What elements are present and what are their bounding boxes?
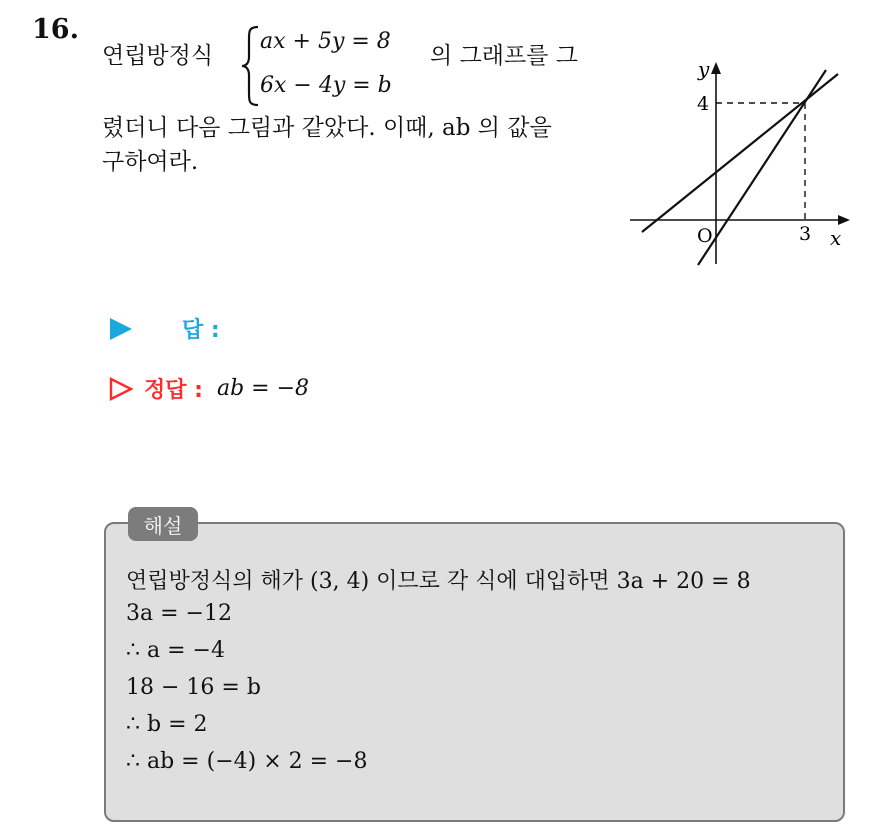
correct-answer-label: 정답 : — [144, 378, 203, 403]
answer-row — [108, 313, 220, 344]
solution-line: ∴ a = −4 — [126, 638, 225, 663]
solution-tag: 해설 — [128, 507, 198, 541]
outline-triangle-icon — [108, 376, 134, 402]
x-tick-label: 3 — [799, 223, 812, 245]
x-axis-label: x — [830, 226, 842, 250]
x-axis-arrow-icon — [838, 215, 850, 225]
question-line-1-prefix: 연립방정식 — [102, 43, 214, 69]
question-line-2: 렸더니 다음 그림과 같았다. 이때, ab 의 값을 — [102, 115, 552, 141]
question-number: 16. — [32, 14, 79, 45]
brace-icon — [240, 25, 262, 107]
y-tick-label: 4 — [697, 93, 710, 115]
origin-label: O — [697, 225, 713, 247]
play-triangle-icon — [108, 316, 134, 342]
question-line-1-suffix: 의 그래프를 그 — [430, 43, 578, 69]
question-line-3: 구하여라. — [102, 149, 199, 175]
solution-line: 3a = −12 — [126, 601, 232, 626]
solution-line: 18 − 16 = b — [126, 675, 261, 700]
solution-line: ∴ ab = (−4) × 2 = −8 — [126, 749, 368, 774]
y-axis-label: y — [698, 57, 710, 81]
solution-line: 연립방정식의 해가 (3, 4) 이므로 각 식에 대입하면 3a + 20 = 8 — [126, 569, 751, 594]
equation-system — [240, 25, 410, 107]
y-axis-arrow-icon — [711, 62, 721, 74]
equation-1: ax + 5y = 8 — [260, 29, 391, 54]
correct-answer-row — [108, 373, 309, 404]
line-graph — [620, 50, 850, 270]
answer-label: 답 : — [182, 318, 220, 343]
solution-line: ∴ b = 2 — [126, 712, 208, 737]
correct-answer-value: ab = −8 — [216, 376, 310, 401]
equation-2: 6x − 4y = b — [260, 73, 392, 98]
